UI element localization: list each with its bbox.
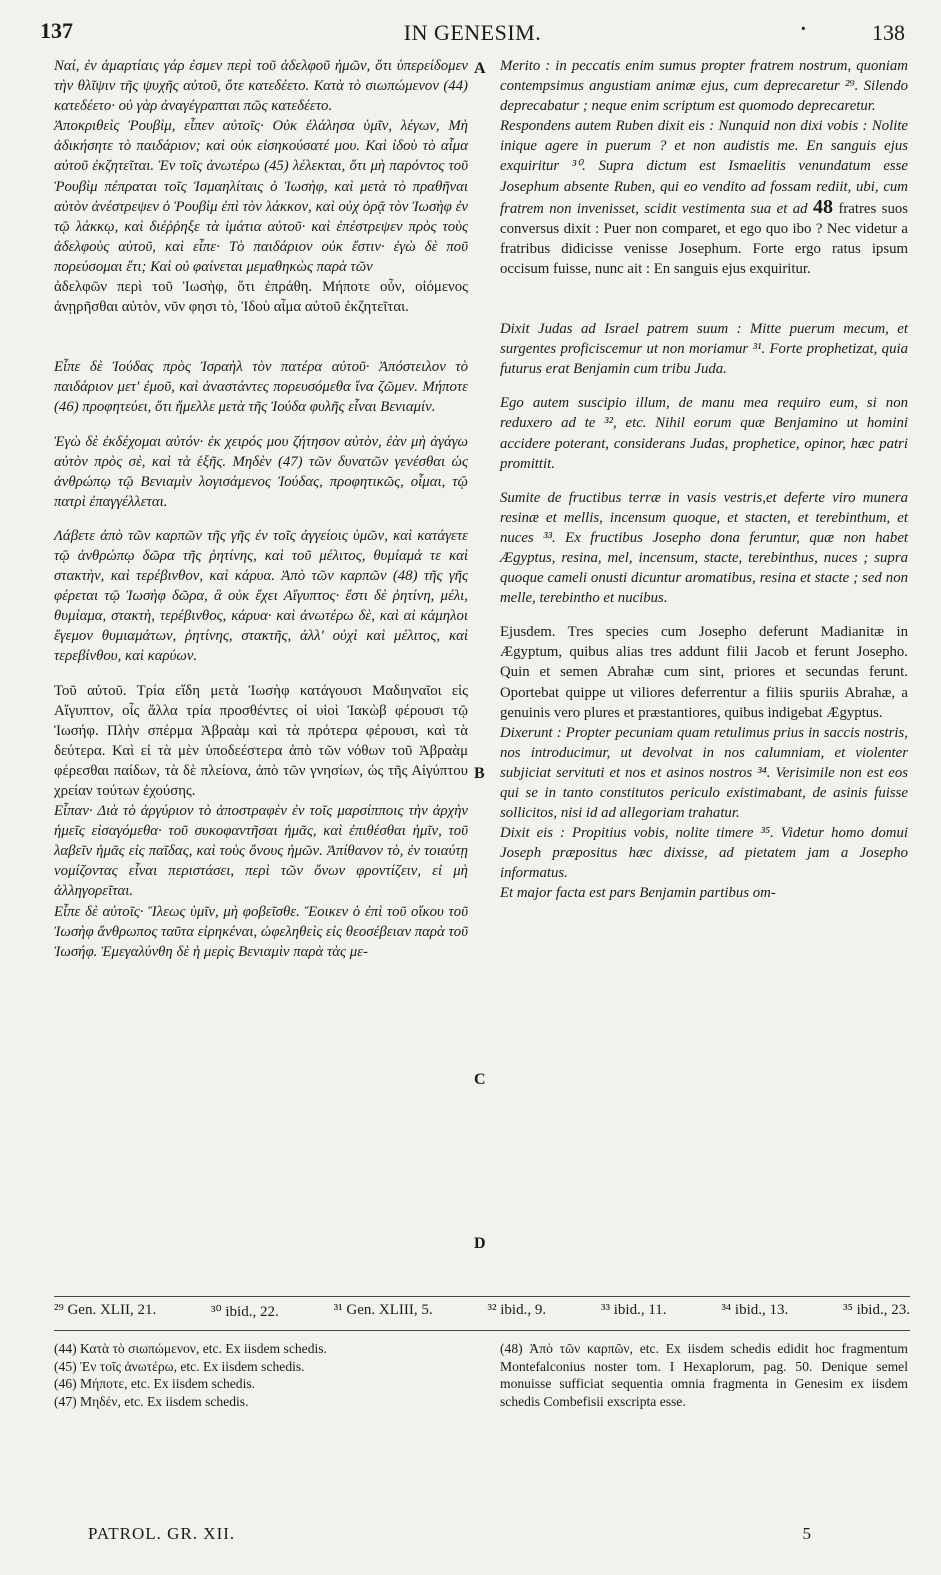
latin-paragraph: Ejusdem. Tres species cum Josepho deferunt Madianitæ in Ægyptum, quibus alias tres addunt filii Jacob et ferunt Josepho. Quin et semen Abrahæ cum sint, priores et secundas ferunt. Oportebat quippe ut viliores deferrentur a filiis spuriis Abrahæ, a genuinis vero plures et præstantiores, quibus indigebat Ægyptus. <box>500 624 908 721</box>
greek-paragraph: Ἐγὼ δὲ ἐκδέχομαι αὐτόν· ἐκ χειρός μου ζήτησον αὐτὸν, ἐὰν μὴ ἀγάγω αὐτὸν πρὸς σὲ, καὶ τὰ ἑξῆς. Μηδὲν (47) τῶν δυνατῶν γενέσθαι ὡς ἀνθρώπῳ τῷ Βενιαμὶν λογισάμενος Ἰούδας, προφητικῶς, οἶμαι, τῷ πατρὶ ἐπαγγέλλεται. <box>54 433 468 510</box>
footnotes-left <box>54 1340 454 1410</box>
footnote-rule <box>54 1296 910 1297</box>
page-number-right: 138 <box>872 20 905 45</box>
section-marker-d: D <box>474 1235 486 1252</box>
greek-paragraph: Ναί, ἐν ἁμαρτίαις γάρ ἐσμεν περὶ τοῦ ἀδελφοῦ ἡμῶν, ὅτι ὑπερείδομεν τὴν θλῖψιν τῆς ψυχῆς αὐτοῦ, ὅτε κατεδέετο. Κατὰ τὸ σιωπώμενον (44) κατεδέετο· οὐ γὰρ ἀναγέγραπται πῶς κατεδέετο. <box>54 58 468 115</box>
section-marker-a: A <box>474 60 486 77</box>
scripture-ref: ³² ibid., 9. <box>487 1302 547 1318</box>
latin-column <box>500 56 908 904</box>
latin-paragraph: Sumite de fructibus terræ in vasis vestris,et deferte viro munera resinæ et mellis, incensum quoque, et stacten, et terebinthum, et nuces ³³. Ex fructibus Josepho dona feruntur, quæ non habet Ægyptus, resina, mel, incensum, stacte, terebinthus, nuces ; supra quoque cameli onusti dicuntur aromatibus, resina et stacte ; sed non melle, terebintho et nucibus. <box>500 489 908 607</box>
footnote: (44) Κατὰ τὸ σιωπώμενον, etc. Ex iisdem schedis. <box>54 1341 327 1356</box>
greek-paragraph: Ἀποκριθεὶς Ῥουβὶμ, εἶπεν αὐτοῖς· Οὐκ ἐλάλησα ὑμῖν, λέγων, Μὴ ἀδικήσητε τὸ παιδάριον; καὶ οὐκ εἰσηκούσατέ μου. Καὶ ἰδοὺ τὸ αἷμα αὐτοῦ ἐκζητεῖται. Ἐν τοῖς ἀνωτέρω (45) λέλεκται, ὅτι μὴ παρόντος τοῦ Ῥουβὶμ πέπραται τοῖς Ἰσμαηλίταις ὁ Ἰωσὴφ, καὶ μετὰ τὸ πραθῆναι αὐτὸν ἀνέστρεψεν ὁ Ῥουβὶμ ἐπὶ τὸν λάκκον, καὶ οὐχ ὁρᾷ τὸν Ἰωσὴφ ἐν τῷ λάκκῳ, καὶ διέῤῥηξε τὰ ἱμάτια αὐτοῦ· καὶ ἐπέστρεψεν πρὸς τοὺς ἀδελφοὺς αὐτοῦ, καὶ εἶπε· Τὸ παιδάριον οὐκ ἔστιν· ἐγὼ δὲ ποῦ πορεύσομαι ἔτι; Καὶ οὐ φαίνεται μεμαθηκὼς παρὰ τῶν <box>54 118 468 275</box>
section-marker-b: B <box>474 765 485 782</box>
latin-paragraph: Ego autem suscipio illum, de manu mea requiro eum, si non reduxero ad te ³², etc. Nihil eorum quæ Benjamino ut homini accidere poterant, considerans Judas, prophetice, opinor, hæc patri promittit. <box>500 395 908 472</box>
header-dot: · <box>800 18 807 40</box>
greek-paragraph: Τοῦ αὐτοῦ. Τρία εἴδη μετὰ Ἰωσὴφ κατάγουσι Μαδιηναῖοι εἰς Αἴγυπτον, οἷς ἄλλα τρία προσθέντες οἱ υἱοὶ Ἰακὼβ φέρουσι τῷ Ἰωσήφ. Πλὴν σπέρμα Ἀβραὰμ καὶ τὰ πρότερα φέρουσι, καὶ τὰ δεύτερα. Καὶ εἰ τὰ μὲν ὑποδεέστερα ἀπὸ τῶν νόθων τοῦ Ἀβραὰμ φέρεσθαι παίδων, τὰ δὲ πλείονα, ἀπὸ τῶν γνησίων, ὡς τῆς Αἰγύπτου χρείαν τούτων ἐχούσης. <box>54 682 468 799</box>
scripture-ref: ³⁵ ibid., 23. <box>843 1302 910 1318</box>
footnote: (48) Ἀπὸ τῶν καρπῶν, etc. Ex iisdem schedis edidit hoc fragmentum Montefalconius noster tom. I Hexaplorum, pag. 50. Denique semel monuisse sufficiat sequentia omnia fragmenta in Genesim ex iisdem schedis Combefisii exscripta esse. <box>500 1341 908 1409</box>
page-number-left: 137 <box>40 18 73 43</box>
series-title: PATROL. GR. XII. <box>88 1524 236 1543</box>
latin-paragraph <box>500 116 908 279</box>
greek-paragraph: Εἶπε δὲ Ἰούδας πρὸς Ἰσραὴλ τὸν πατέρα αὐτοῦ· Ἀπόστειλον τὸ παιδάριον μετ' ἐμοῦ, καὶ ἀναστάντες πορευσόμεθα ἵνα ζῶμεν. Μήποτε (46) προφητεύει, ὅτι ἤμελλε μετὰ τῆς Ἰούδα φυλῆς εἶναι Βενιαμίν. <box>54 359 468 416</box>
greek-paragraph: Εἶπαν· Διὰ τὸ ἀργύριον τὸ ἀποστραφὲν ἐν τοῖς μαρσίπποις τὴν ἀρχὴν ἡμεῖς εἰσαγόμεθα· τοῦ συκοφαντῆσαι ἡμᾶς, καὶ ἐπιθέσθαι ἡμῖν, τοῦ λαβεῖν ἡμᾶς εἰς παῖδας, καὶ τοὺς ὄνους ἡμῶν. Ἀπίθανον τὸ, ἐν τοιαύτῃ νομίζοντας εἶναι περιστάσει, περὶ τῶν ὄνων φροντίζειν, εἰ μὴ ἀλληγορεῖται. <box>54 803 468 900</box>
scripture-references <box>54 1302 910 1321</box>
footnotes-right <box>500 1340 908 1410</box>
footnote: (46) Μήποτε, etc. Ex iisdem schedis. <box>54 1376 256 1392</box>
latin-paragraph: Et major facta est pars Benjamin partibus om- <box>500 885 776 902</box>
greek-column <box>54 56 468 962</box>
section-marker-c: C <box>474 1071 486 1088</box>
notes-rule <box>54 1330 910 1331</box>
latin-paragraph: Dixit Judas ad Israel patrem suum : Mitte puerum mecum, et surgentes proficiscemur ut non moriamur ³¹. Forte prophetizat, quia futurus erat Benjamin cum tribu Juda. <box>500 321 908 378</box>
greek-continuation-text: ἀδελφῶν περὶ τοῦ Ἰωσὴφ, ὅτι ἐπράθη. Μήποτε οὖν, οἰόμενος ἀνῃρῆσθαι αὐτὸν, νῦν φησι τὸ, Ἰδοὺ αἷμα αὐτοῦ ἐκζητεῖται. <box>54 279 468 316</box>
scripture-ref: ³⁴ ibid., 13. <box>721 1302 789 1318</box>
scripture-ref: ³¹ Gen. XLIII, 5. <box>333 1302 433 1318</box>
scripture-ref: ³³ ibid., 11. <box>601 1302 667 1318</box>
scripture-ref: ²⁹ Gen. XLII, 21. <box>54 1302 157 1318</box>
page-header <box>40 18 905 48</box>
greek-paragraph: Εἶπε δὲ αὐτοῖς· Ἵλεως ὑμῖν, μὴ φοβεῖσθε. Ἔοικεν ὁ ἐπὶ τοῦ οἴκου τοῦ Ἰωσὴφ ἄνθρωπος ταῦτα εἰρηκέναι, ὠφεληθεὶς εἰς θεοσέβειαν παρὰ τοῦ Ἰωσήφ. Ἐμεγαλύνθη δὲ ἡ μερὶς Βενιαμὶν παρὰ τὰς με- <box>54 903 468 960</box>
latin-text: fratres suos conversus dixit : Puer non comparet, et ego quo ibo ? Nec videtur a fratribus didicisse venisse Josephum. Forte ergo ratus ipsum occisum fuisse, nunc ait : En sanguis ejus exquiritur. <box>500 200 908 277</box>
scripture-ref: ³⁰ ibid., 22. <box>211 1304 279 1320</box>
latin-paragraph: Dixit eis : Propitius vobis, nolite timere ³⁵. Videtur homo domui Joseph præpositus hæc dixisse, ad pietatem jam a Josepho informatus. <box>500 825 908 882</box>
latin-paragraph: Dixerunt : Propter pecuniam quam retulimus prius in saccis nostris, nos introducimur, ut devolvat in nos calumniam, et violenter subjiciat servituti et nos et asinos nostros ³⁴. Verisimile non est eos qui se in tanto constitutos periculo existimabant, de asinis fuisse sollicitos, nisi id ad allegoriam trahatur. <box>500 724 908 822</box>
latin-paragraph: Merito : in peccatis enim sumus propter fratrem nostrum, quoniam contempsimus angustiam animæ ejus, cum deprecaretur ²⁹. Silendo deprecabatur ; neque enim scriptum est quomodo deprecaretur. <box>500 58 908 115</box>
running-title: IN GENESIM. <box>403 20 542 45</box>
column-number: 48 <box>813 195 833 218</box>
footnote: (45) Ἐν τοῖς ἀνωτέρω, etc. Ex iisdem schedis. <box>54 1358 305 1374</box>
latin-text: Respondens autem Ruben dixit eis : Nunquid non dixi vobis : Nolite inique agere in puerum ? et non audistis me. En sanguis ejus exquiritur ³⁰. Supra dictum est Ismaelitis venundatum esse Josephum absente Ruben, qui eo vendito ad fossam rediit, ubi, cum fratrem non invenisset, scidit vestimenta sua et ad <box>500 118 908 217</box>
greek-paragraph: Λάβετε ἀπὸ τῶν καρπῶν τῆς γῆς ἐν τοῖς ἀγγείοις ὑμῶν, καὶ κατάγετε τῷ ἀνθρώπῳ δῶρα τῆς ῥητίνης, καὶ τοῦ μέλιτος, θυμίαμά τε καὶ στακτὴν, καὶ τερέβινθον, καὶ κάρυα. Ἀπὸ τῶν καρπῶν (48) τῆς γῆς φέρεται τῷ Ἰωσὴφ δῶρα, ἃ οὐκ ἔχει Αἴγυπτος· ἔστι δὲ ῥητίνη, μέλι, θυμίαμα, στακτὴ, τερέβινθος, κάρυα· καὶ ἀνωτέρω δὲ, καὶ αἱ κάμηλοι ἔγεμον θυμιαμάτων, ῥητίνης, στακτῆς, ἀλλ' οὐχὶ καὶ μέλιτος, καὶ τερεβίνθου, καὶ καρύων. <box>54 527 468 665</box>
signature-number: 5 <box>802 1524 811 1543</box>
footnote: (47) Μηδέν, etc. Ex iisdem schedis. <box>54 1393 249 1409</box>
